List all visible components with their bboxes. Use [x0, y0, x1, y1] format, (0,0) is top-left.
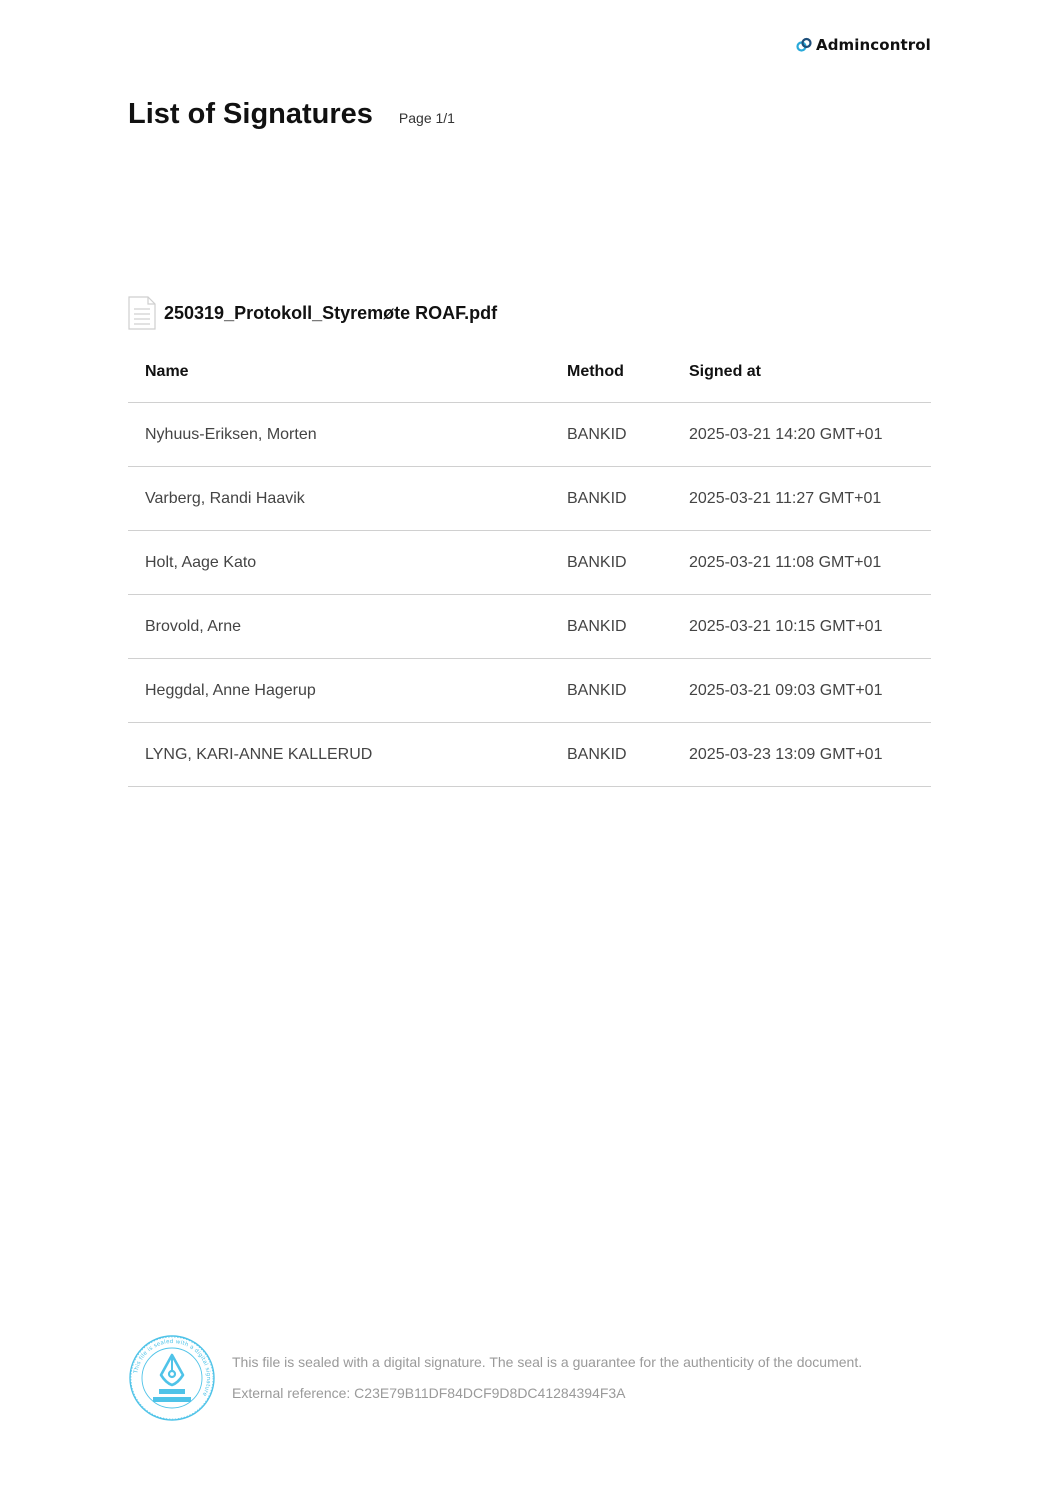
file-name: 250319_Protokoll_Styremøte ROAF.pdf [164, 302, 498, 323]
column-header-name: Name [128, 342, 567, 403]
signer-name: Varberg, Randi Haavik [128, 467, 567, 531]
signer-name: Brovold, Arne [128, 595, 567, 659]
signed-at: 2025-03-21 09:03 GMT+01 [689, 659, 931, 723]
file-row [128, 296, 497, 330]
signed-at: 2025-03-21 10:15 GMT+01 [689, 595, 931, 659]
external-reference: External reference: C23E79B11DF84DCF9D8DC41284394F3A [232, 1385, 626, 1401]
column-header-signed-at: Signed at [689, 342, 931, 403]
footer-text [232, 1347, 862, 1409]
table-row [128, 723, 931, 787]
table-row [128, 595, 931, 659]
signed-at: 2025-03-23 13:09 GMT+01 [689, 723, 931, 787]
brand-name: Admincontrol [816, 36, 931, 54]
table-row [128, 467, 931, 531]
signer-name: LYNG, KARI-ANNE KALLERUD [128, 723, 567, 787]
title-row [128, 98, 455, 131]
signing-method: BANKID [567, 723, 689, 787]
table-row [128, 403, 931, 467]
signing-method: BANKID [567, 595, 689, 659]
signed-at: 2025-03-21 11:08 GMT+01 [689, 531, 931, 595]
table-row [128, 659, 931, 723]
signer-name: Nyhuus-Eriksen, Morten [128, 403, 567, 467]
footer [128, 1334, 862, 1422]
table-header-row [128, 342, 931, 403]
page-number: Page 1/1 [398, 110, 455, 126]
signatures-table [128, 342, 931, 787]
digital-seal-icon [128, 1334, 216, 1422]
brand [796, 36, 931, 54]
signing-method: BANKID [567, 467, 689, 531]
seal-notice: This file is sealed with a digital signature. The seal is a guarantee for the authenticity of the document. [232, 1354, 863, 1370]
signed-at: 2025-03-21 14:20 GMT+01 [689, 403, 931, 467]
signing-method: BANKID [567, 403, 689, 467]
signer-name: Holt, Aage Kato [128, 531, 567, 595]
seal-ring-text: This file is sealed with a digital signature [133, 1338, 212, 1398]
document-icon [128, 296, 156, 330]
page-title: List of Signatures [128, 98, 373, 130]
column-header-method: Method [567, 342, 689, 403]
table-row [128, 531, 931, 595]
signed-at: 2025-03-21 11:27 GMT+01 [689, 467, 931, 531]
admincontrol-logo-icon [796, 37, 812, 53]
signer-name: Heggdal, Anne Hagerup [128, 659, 567, 723]
signing-method: BANKID [567, 659, 689, 723]
signing-method: BANKID [567, 531, 689, 595]
